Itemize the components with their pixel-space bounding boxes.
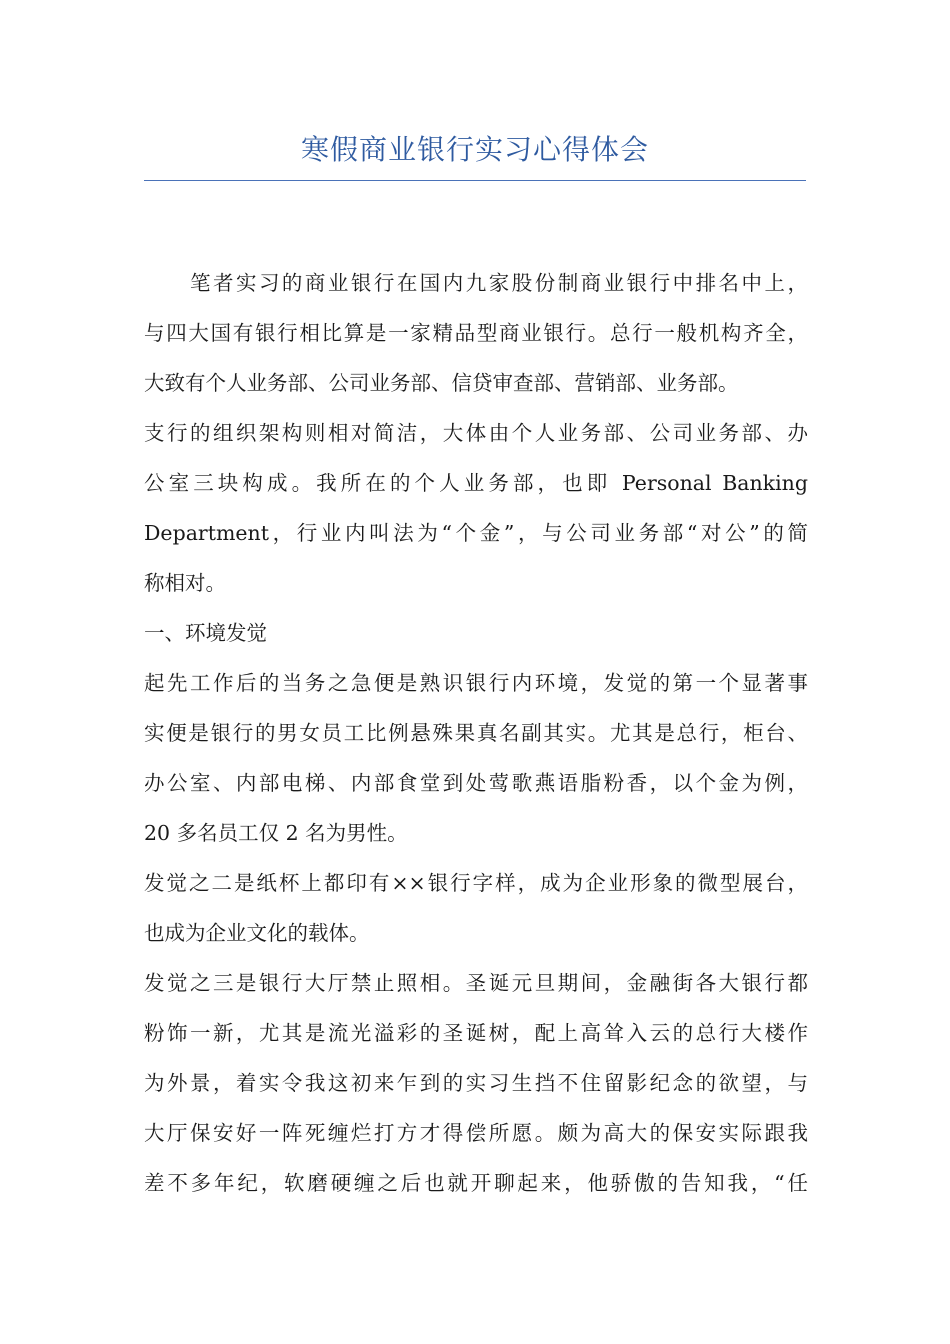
paragraph-line: 笔者实习的商业银行在国内九家股份制商业银行中排名中上， xyxy=(190,271,808,295)
paragraph-line: 大致有个人业务部、公司业务部、信贷审查部、营销部、业务部。 xyxy=(144,371,739,395)
paragraph-line: Department，行业内叫法为“个金”，与公司业务部“对公”的简 xyxy=(144,521,808,545)
paragraph-line: 起先工作后的当务之急便是熟识银行内环境，发觉的第一个显著事 xyxy=(144,671,808,695)
paragraph-line: 发觉之二是纸杯上都印有××银行字样，成为企业形象的微型展台， xyxy=(144,871,808,895)
paragraph-line: 20 多名员工仅 2 名为男性。 xyxy=(144,821,408,845)
document-body xyxy=(144,258,808,1208)
paragraph-line: 办公室、内部电梯、内部食堂到处莺歌燕语脂粉香，以个金为例， xyxy=(144,771,808,795)
paragraph-line: 差不多年纪，软磨硬缠之后也就开聊起来，他骄傲的告知我，“任 xyxy=(144,1171,808,1195)
paragraph-line: 发觉之三是银行大厅禁止照相。圣诞元旦期间，金融街各大银行都 xyxy=(144,971,808,995)
paragraph-line: 也成为企业文化的载体。 xyxy=(144,921,370,945)
section-heading: 一、环境发觉 xyxy=(144,621,267,645)
paragraph-line: 公室三块构成。我所在的个人业务部，也即 Personal Banking xyxy=(144,471,808,495)
paragraph-line: 支行的组织架构则相对简洁，大体由个人业务部、公司业务部、办 xyxy=(144,421,808,445)
title-underline xyxy=(144,180,806,181)
paragraph-line: 实便是银行的男女员工比例悬殊果真名副其实。尤其是总行，柜台、 xyxy=(144,721,808,745)
paragraph-line: 为外景，着实令我这初来乍到的实习生挡不住留影纪念的欲望，与 xyxy=(144,1071,808,1095)
paragraph-line: 与四大国有银行相比算是一家精品型商业银行。总行一般机构齐全， xyxy=(144,321,808,345)
paragraph-line: 称相对。 xyxy=(144,571,226,595)
paragraph-line: 大厅保安好一阵死缠烂打方才得偿所愿。颇为高大的保安实际跟我 xyxy=(144,1121,808,1145)
page-title: 寒假商业银行实习心得体会 xyxy=(300,133,649,166)
paragraph-line: 粉饰一新，尤其是流光溢彩的圣诞树，配上高耸入云的总行大楼作 xyxy=(144,1021,808,1045)
